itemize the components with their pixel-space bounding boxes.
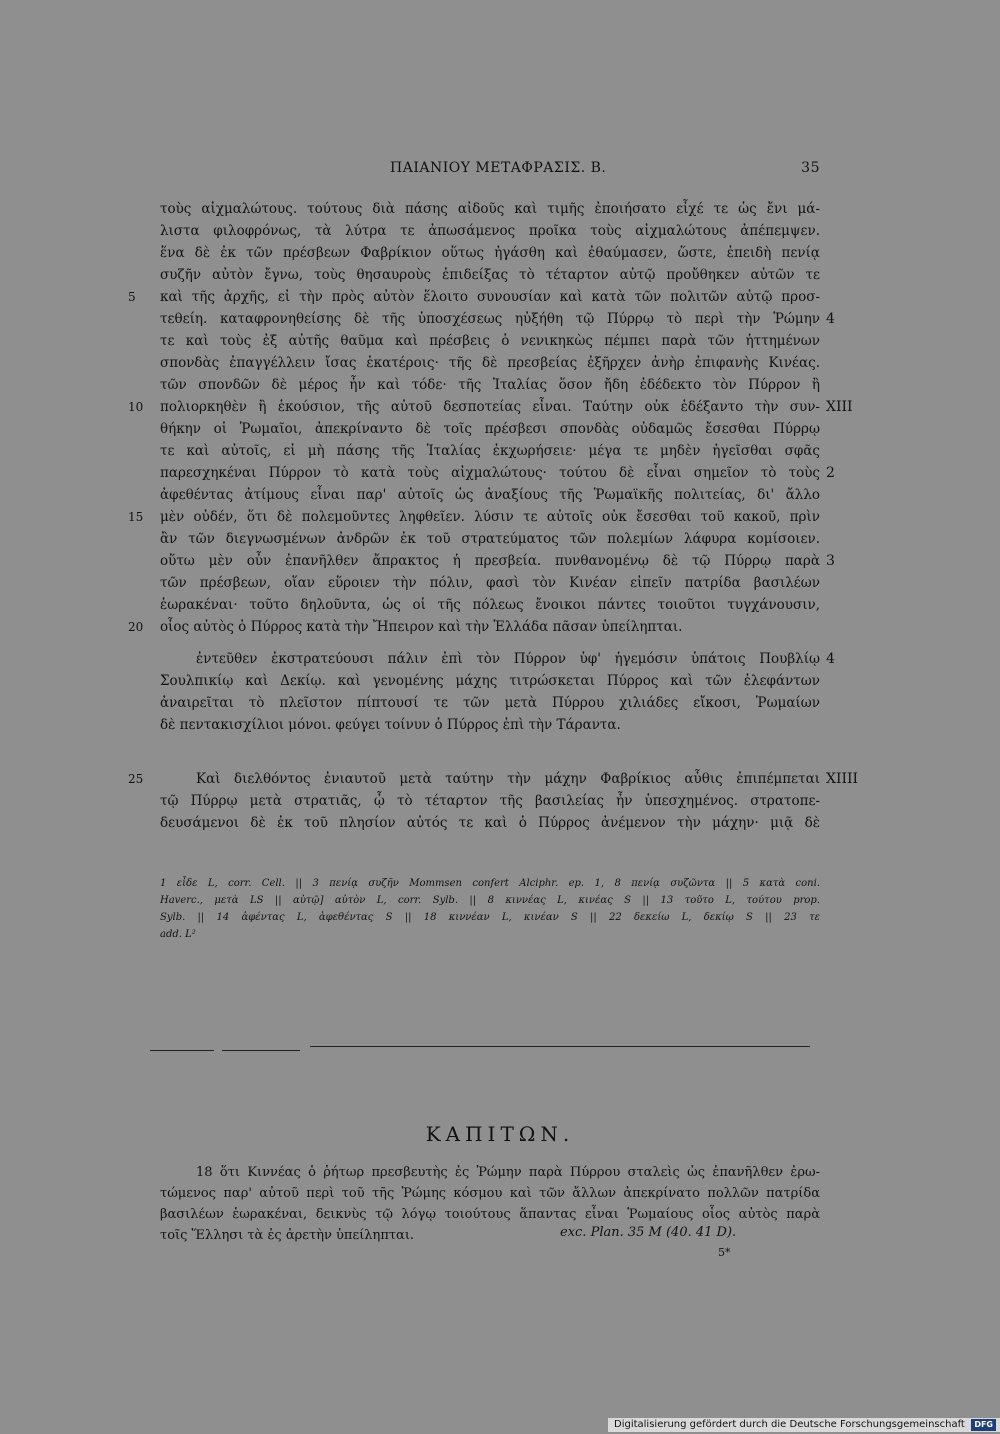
page-number: 35 bbox=[801, 160, 820, 176]
text-line: τῶν πρέσβεων, οἵαν εὕροιεν τὴν πόλιν, φασὶ τὸν Κινέαν εἰπεῖν πατρίδα βασιλέων bbox=[160, 575, 820, 591]
signature-mark: 5* bbox=[718, 1246, 731, 1259]
text-line: τοὺς αἰχμαλώτους. τούτους διὰ πάσης αἰδοῦς καὶ τιμῆς ἐποιήσατο εἶχέ τε ὡς ἔνι μά- bbox=[160, 201, 820, 217]
text-line: οἷος αὐτὸς ὁ Πύρρος κατὰ τὴν Ἤπειρον καὶ τὴν Ἑλλάδα πᾶσαν ὑπείληπται. bbox=[160, 619, 683, 635]
chapter-line: τοῖς Ἕλλησι τὰ ἐς ἀρετὴν ὑπείληπται. bbox=[160, 1228, 415, 1243]
text-line: λιστα φιλοφρόνως, τὰ λύτρα τε ἀπωσάμενος προῖκα τοὺς αἰχμαλώτους ἀπέπεμψεν. bbox=[160, 223, 820, 239]
text-line: σπονδὰς ἐπαγγέλλειν ἴσας ἑκατέροις· τῆς δὲ πρεσβείας ἐξῆρχεν ἀνὴρ ἐπιφανὴς Κινέας. bbox=[160, 355, 820, 371]
text-line: ἑωρακέναι· τοῦτο δηλοῦντα, ὡς οἱ τῆς πόλεως ἔνοικοι πάντες τοιοῦτοι τυγχάνουσιν, bbox=[160, 597, 820, 613]
margin-number: XIIII bbox=[826, 771, 859, 787]
text-line: τε καὶ αὐτοῖς, εἰ μὴ πάσης τῆς Ἰταλίας ἐκχωρήσειε· μέγα τε μηδὲν ἡγεῖσθαι σφᾶς bbox=[160, 443, 820, 459]
text-line: Σουλπικίῳ καὶ Δεκίῳ. καὶ γενομένης μάχης τιτρώσκεται Πύρρος καὶ τῶν ἐλεφάντων bbox=[160, 673, 820, 689]
margin-number: 3 bbox=[826, 553, 835, 569]
text-line: μὲν οὐδέν, ὅτι δὲ πολεμοῦντες ληφθεῖεν. λύσιν τε αὐτοῖς οὐκ ἔσεσθαι τοῦ κακοῦ, πρὶν bbox=[160, 509, 820, 525]
line-number: 10 bbox=[128, 400, 144, 414]
text-line: δὲ πεντακισχίλιοι μόνοι. φεύγει τοίνυν ὁ Πύρρος ἐπὶ τὴν Τάραντα. bbox=[160, 717, 621, 733]
chapter-line: βασιλέων ἑωρακέναι, δεικνὺς τῷ λόγῳ τοιούτους ἅπαντας εἶναι Ῥωμαίους οἷος αὐτὸς παρὰ bbox=[160, 1207, 820, 1222]
text-line: θήκην οἱ Ῥωμαῖοι, ἀπεκρίναντο δὲ τοῖς πρέσβεσι σπονδὰς οὐδαμῶς ἔσεσθαι Πύρρῳ bbox=[160, 421, 820, 437]
apparatus-line: 1 εἶδε L, corr. Cell. || 3 πενίᾳ συζῆν Mommsen confert Alciphr. ep. 1, 8 πενίᾳ συζῶντα || 5 κατὰ coni. bbox=[160, 878, 820, 889]
text-line: ἕνα δὲ ἐκ τῶν πρέσβεων Φαβρίκιον οὕτως ἠγάσθη καὶ ἐθαύμασεν, ὥστε, ἐπειδὴ πενίᾳ bbox=[160, 245, 820, 261]
separator-rule bbox=[222, 1050, 300, 1051]
chapter-line: 18 ὅτι Κιννέας ὁ ῥήτωρ πρεσβευτὴς ἐς Ῥώμην παρὰ Πύρρου σταλεὶς ὡς ἐπανῆλθεν ἐρω- bbox=[196, 1165, 820, 1180]
chapter-line: τώμενος παρ' αὐτοῦ περὶ τοῦ τῆς Ῥώμης κόσμου καὶ τῶν ἄλλων ἀπεκρίνατο πολλῶν πατρίδα bbox=[160, 1186, 820, 1201]
footer-text: Digitalisierung gefördert durch die Deutsche Forschungsgemeinschaft bbox=[614, 1419, 965, 1430]
text-line: ἐντεῦθεν ἐκστρατεύουσι πάλιν ἐπὶ τὸν Πύρρον ὑφ' ἡγεμόσιν ὑπάτοις Πουβλίῳ bbox=[196, 651, 820, 667]
text-line: δευσάμενοι δὲ ἐκ τοῦ πλησίον αὐτός τε καὶ ὁ Πύρρος ἀνέμενον τὴν μάχην· μιᾷ δὲ bbox=[160, 815, 820, 831]
text-line: ἀναιρεῖται τὸ πλεῖστον πίπτουσί τε τῶν μετὰ Πύρρου χιλιάδες εἴκοσι, Ῥωμαίων bbox=[160, 695, 820, 711]
text-line: τῷ Πύρρῳ μετὰ στρατιᾶς, ᾧ τὸ τέταρτον τῆς βασιλείας ἦν ὑπεσχημένος. στρατοπε- bbox=[160, 793, 820, 809]
line-number: 20 bbox=[128, 620, 144, 634]
separator-rule bbox=[310, 1046, 810, 1047]
line-number: 15 bbox=[128, 510, 144, 524]
text-line: πολιορκηθὲν ἢ ἑκούσιον, τῆς αὐτοῦ δεσποτείας εἶναι. Ταύτην οὐκ ἐδέξαντο τὴν συν- bbox=[160, 399, 820, 415]
apparatus-line: Sylb. || 14 ἀφέντας L, ἀφεθέντας S || 18 κιννέαν L, κινέαν S || 22 δεκείω L, δεκίῳ S || 23 τε bbox=[160, 912, 820, 923]
line-number: 5 bbox=[128, 290, 136, 304]
chapter-title: ΚΑΠΙΤΩΝ. bbox=[425, 1122, 575, 1146]
apparatus-line: Haverc., μετὰ LS || αὐτῷ] αὐτὸν L, corr. Sylb. || 8 κιννέας L, κινέας S || 13 τοῦτο L, τούτου prop. bbox=[160, 895, 820, 906]
text-line: παρεσχηκέναι Πύρρον τὸ κατὰ τοὺς αἰχμαλώτους· τούτου δὲ εἶναι σημεῖον τὸ τοὺς bbox=[160, 465, 820, 481]
excerpt-reference: exc. Plan. 35 M (40. 41 D). bbox=[560, 1225, 737, 1240]
text-line: οὕτω μὲν οὖν ἐπανῆλθεν ἄπρακτος ἡ πρεσβεία. πυνθανομένῳ δὲ τῷ Πύρρῳ παρὰ bbox=[160, 553, 820, 569]
text-line: καὶ τῆς ἀρχῆς, εἰ τὴν πρὸς αὐτὸν ἕλοιτο συνουσίαν καὶ κατὰ τῶν πολιτῶν αὐτῷ προσ- bbox=[160, 289, 820, 305]
running-header bbox=[160, 160, 820, 182]
text-line: ἀφεθέντας ἀτίμους εἶναι παρ' αὐτοῖς ὡς ἀναξίους τῆς Ῥωμαϊκῆς πολιτείας, δι' ἄλλο bbox=[160, 487, 820, 503]
dfg-logo-icon: DFG bbox=[971, 1419, 996, 1431]
text-line: συζῆν αὐτὸν ἔγνω, τοὺς θησαυροὺς ἐπιδείξας τὸ τέταρτον αὐτῷ προὔθηκεν αὐτῶν τε bbox=[160, 267, 820, 283]
margin-number: 2 bbox=[826, 465, 835, 481]
apparatus-line: add. L² bbox=[160, 929, 196, 940]
separator-rule bbox=[150, 1050, 214, 1051]
text-line: τε καὶ τοὺς ἐξ αὐτῆς θαῦμα καὶ πρέσβεις ὁ νενικηκὼς πέμπει παρὰ τῶν ἡττημένων bbox=[160, 333, 820, 349]
text-line: Καὶ διελθόντος ἐνιαυτοῦ μετὰ ταύτην τὴν μάχην Φαβρίκιος αὖθις ἐπιπέμπεται bbox=[196, 771, 820, 787]
running-title: ΠΑΙΑΝΙΟΥ ΜΕΤΑΦΡΑΣΙΣ. Β. bbox=[390, 160, 607, 176]
text-line: τῶν σπονδῶν δὲ μέρος ἦν καὶ τόδε· τῆς Ἰταλίας ὅσον ἤδη ἐδέδεκτο τὸν Πύρρον ἢ bbox=[160, 377, 820, 393]
margin-number: 4 bbox=[826, 651, 835, 667]
line-number: 25 bbox=[128, 772, 144, 786]
digitization-footer bbox=[608, 1418, 1000, 1432]
text-line: ἂν τῶν διεγνωσμένων ἀνδρῶν ἐκ τοῦ στρατεύματος τῶν πολεμίων λάφυρα κομίσοιεν. bbox=[160, 531, 820, 547]
text-line: τεθείη. καταφρονηθείσης δὲ τῆς ὑποσχέσεως ηὐξήθη τῷ Πύρρῳ τὸ περὶ τὴν Ῥώμην bbox=[160, 311, 820, 327]
margin-number: XIII bbox=[826, 399, 853, 415]
margin-number: 4 bbox=[826, 311, 835, 327]
